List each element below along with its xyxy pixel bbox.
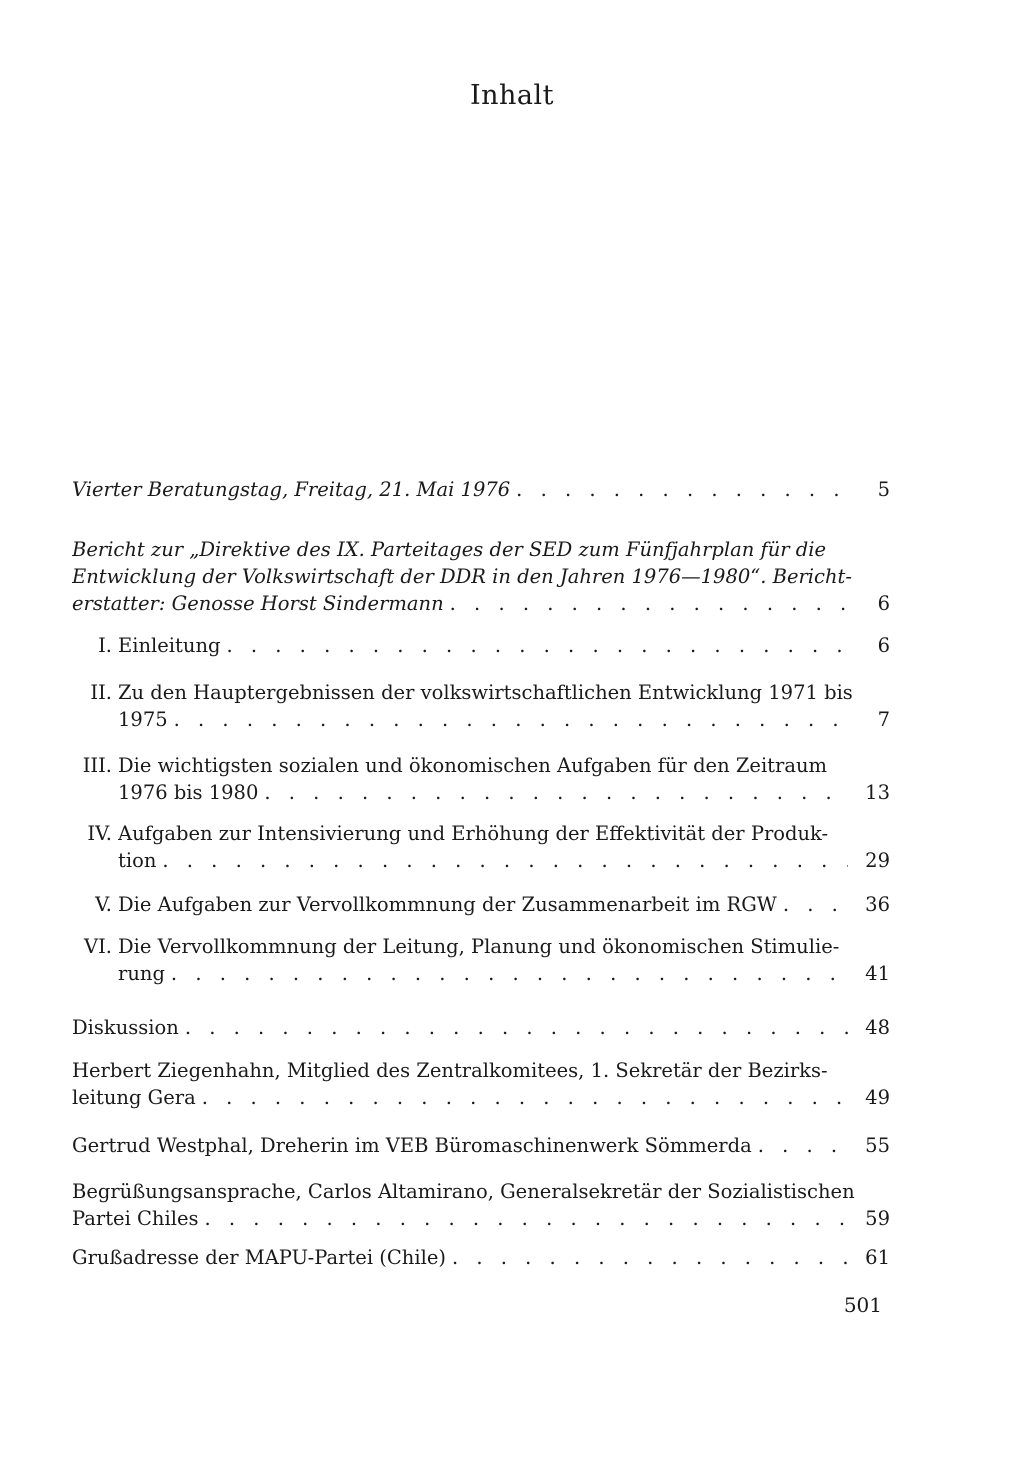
leader-dots [516,476,848,503]
toc-entry-line: Aufgaben zur Intensivierung und Erhöhung der Effektivität der Produk- [118,822,829,845]
toc-entry-diskussion[interactable] [72,1014,890,1041]
toc-page-number: 59 [865,1207,890,1230]
leader-dots [202,1084,848,1111]
toc-page-number: 29 [865,849,890,872]
toc-page-number: 6 [877,592,890,615]
toc-entry-line: Herbert Ziegenhahn, Mitglied des Zentralkomitees, 1. Sekretär der Bezirks- [72,1059,828,1082]
toc-entry-einleitung[interactable] [72,632,890,659]
leader-dots [226,632,848,659]
toc-entry-mapu[interactable] [72,1244,890,1271]
toc-page-number: 6 [877,634,890,657]
toc-entry-wichtigste-aufgaben[interactable] [72,752,890,806]
toc-entry-text: 1976 bis 1980 [118,781,259,804]
leader-dots [758,1132,848,1159]
toc-section-number: II. [90,681,112,704]
leader-dots [185,1014,848,1041]
leader-dots [450,590,848,617]
toc-entry-text: Partei Chiles [72,1207,199,1230]
toc-page-number: 61 [865,1246,890,1269]
leader-dots [452,1244,848,1271]
toc-page-number: 55 [865,1134,890,1157]
toc-entry-text: tion [118,849,157,872]
toc-section-number: V. [95,893,112,916]
toc-section-number: III. [82,754,112,777]
leader-dots [205,1205,848,1232]
toc-section-number: VI. [84,935,112,958]
toc-entry-intensivierung[interactable] [72,820,890,874]
toc-entry-hauptergebnisse[interactable] [72,679,890,733]
toc-entry-line: Die Vervollkommnung der Leitung, Planung und ökonomischen Stimulie- [118,935,840,958]
toc-entry-text: Grußadresse der MAPU-Partei (Chile) [72,1246,446,1269]
toc-entry-text: leitung Gera [72,1086,196,1109]
toc-entry-text: Gertrud Westphal, Dreherin im VEB Büromaschinenwerk Sömmerda [72,1134,752,1157]
toc-entry-text: Die Aufgaben zur Vervollkommnung der Zusammenarbeit im RGW [118,893,777,916]
toc-entry-altamirano[interactable] [72,1178,890,1232]
toc-entry-text: 1975 [118,708,168,731]
toc-entry-leitung-planung[interactable] [72,933,890,987]
leader-dots [264,779,848,806]
leader-dots [162,847,848,874]
toc-entry-line: Zu den Hauptergebnissen der volkswirtschaftlichen Entwicklung 1971 bis [118,681,853,704]
leader-dots [174,706,848,733]
toc-page-number: 49 [865,1086,890,1109]
toc-page-number: 5 [877,478,890,501]
toc-page-number: 13 [865,781,890,804]
toc-entry-zusammenarbeit-rgw[interactable] [72,891,890,918]
toc-entry-line: Die wichtigsten sozialen und ökonomischen Aufgaben für den Zeitraum [118,754,828,777]
toc-entry-westphal[interactable] [72,1132,890,1159]
toc-section-number: IV. [87,822,112,845]
toc-entry-text: rung [118,962,165,985]
toc-entry-ziegenhahn[interactable] [72,1057,890,1111]
toc-page-number: 7 [877,708,890,731]
toc-section-number: I. [98,634,112,657]
page-title: Inhalt [469,80,555,111]
leader-dots [171,960,848,987]
toc-entry-text: Vierter Beratungstag, Freitag, 21. Mai 1976 [72,478,511,501]
toc-entry-text: Diskussion [72,1016,179,1039]
leader-dots [783,891,848,918]
toc-entry-text: erstatter: Genosse Horst Sindermann [72,592,444,615]
toc-entry-line: Begrüßungsansprache, Carlos Altamirano, Generalsekretär der Sozialistischen [72,1180,855,1203]
toc-page-number: 36 [865,893,890,916]
toc-page-number: 48 [865,1016,890,1039]
toc-page-number: 41 [865,962,890,985]
toc-entry-text: Einleitung [118,634,221,657]
toc-entry-line: Entwicklung der Volkswirtschaft der DDR in den Jahren 1976—1980“. Bericht- [72,565,852,588]
toc-entry-bericht[interactable] [72,536,890,617]
toc-entry-line: Bericht zur „Direktive des IX. Parteitages der SED zum Fünfjahrplan für die [72,538,827,561]
toc-entry-vierter-beratungstag[interactable] [72,476,890,503]
page-number-footer: 501 [843,1293,882,1317]
